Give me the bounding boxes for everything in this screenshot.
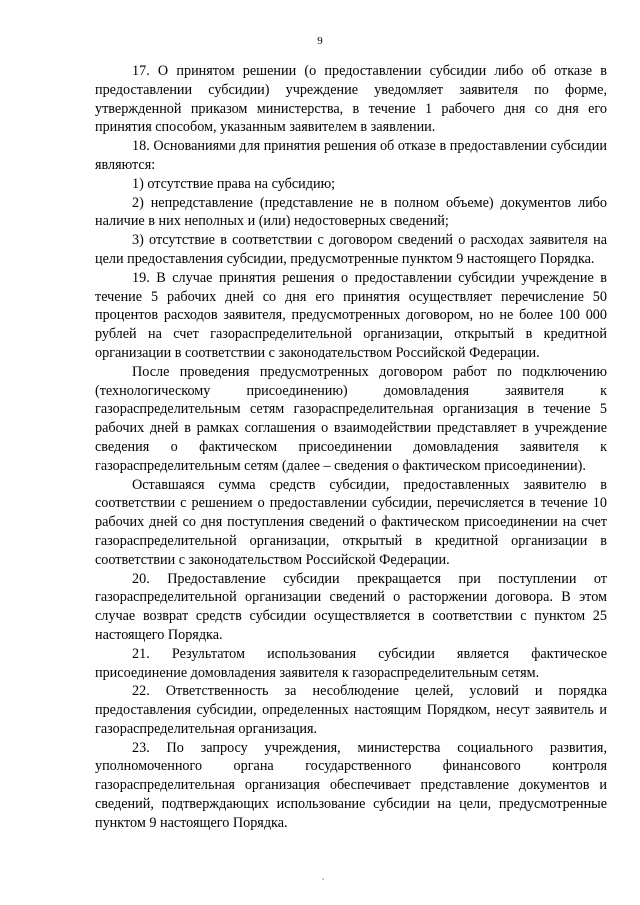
- paragraph-20: 20. Предоставление субсидии прекращается при поступлении от газораспределительной организации сведений о расторжении договора. В этом случае возврат средств субсидии осуществляется в соответствии с пунктом 25 настоящего Порядка.: [95, 570, 607, 643]
- paragraph-19-remaining-sum: Оставшаяся сумма средств субсидии, предоставленных заявителю в соответствии с решением о предоставлении субсидии, перечисляется в течение 10 рабочих дней со дня поступления сведений о фактическом присоединении на счет газораспределительной организации, открытый в кредитной организации в соответствии с законодательством Российской Федерации.: [95, 476, 607, 568]
- paragraph-19-connection: После проведения предусмотренных договором работ по подключению (технологическому присоединению) домовладения заявителя к газораспределительным сетям газораспределительная организация в течение 5 рабочих дней в рамках соглашения о взаимодействии представляет в учреждение сведения о фактическом присоединении домовладения заявителя к газораспределительным сетям (далее – сведения о фактическом присоединении).: [95, 363, 607, 474]
- paragraph-18: 18. Основаниями для принятия решения об отказе в предоставлении субсидии являются:: [95, 138, 607, 173]
- scan-artifact-dot: [322, 878, 324, 880]
- paragraph-19: 19. В случае принятия решения о предоставлении субсидии учреждение в течение 5 рабочих дней со дня его принятия осуществляет перечисление 50 процентов расходов заявителя, предусмотренных договором, но не более 100 000 рублей на счет газораспределительной организации, открытый в кредитной организации в соответствии с законодательством Российской Федерации.: [95, 269, 607, 361]
- paragraph-22: 22. Ответственность за несоблюдение целей, условий и порядка предоставления субсидии, определенных настоящим Порядком, несут заявитель и газораспределительная организация.: [95, 683, 607, 737]
- paragraph-18-item-2: 2) непредставление (представление не в полном объеме) документов либо наличие в них неполных и (или) недостоверных сведений;: [95, 194, 607, 230]
- paragraph-17: 17. О принятом решении (о предоставлении субсидии либо об отказе в предоставлении субсидии) учреждение уведомляет заявителя по форме, утвержденной приказом министерства, в течение 1 рабочего дня со дня его принятия способом, указанным заявителем в заявлении.: [95, 63, 607, 136]
- document-body: [95, 62, 607, 833]
- paragraph-18-item-3: 3) отсутствие в соответствии с договором сведений о расходах заявителя на цели предоставления субсидии, предусмотренные пунктом 9 настоящего Порядка.: [95, 232, 607, 267]
- page-number: 9: [317, 35, 323, 47]
- paragraph-23: 23. По запросу учреждения, министерства социального развития, уполномоченного органа государственного финансового контроля газораспределительная организация обеспечивает представление документов и сведений, подтверждающих использование субсидии на цели, предусмотренные пунктом 9 настоящего Порядка.: [95, 739, 607, 831]
- paragraph-21: 21. Результатом использования субсидии является фактическое присоединение домовладения заявителя к газораспределительным сетям.: [95, 645, 607, 681]
- paragraph-18-item-1: 1) отсутствие права на субсидию;: [132, 175, 336, 192]
